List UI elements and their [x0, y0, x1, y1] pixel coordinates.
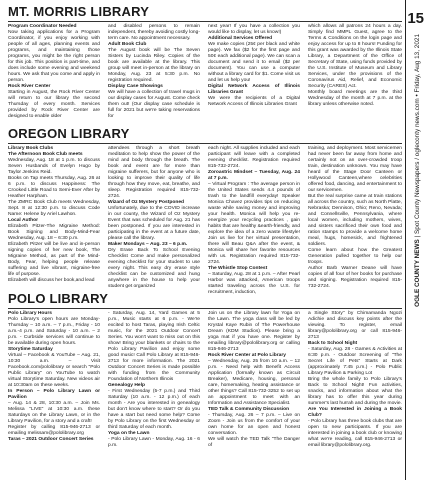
section-rule	[8, 143, 402, 144]
article-heading: Wizard of Oz Mystery Postponed	[108, 200, 185, 205]
page-number: 15	[407, 10, 424, 27]
article-paragraph: We will watch the TED Talk "The Danger of	[208, 437, 300, 448]
article-column	[308, 311, 402, 477]
article-paragraph: We make copies (25¢ per black and white page). We fax ($2 for the first page and 50¢ each additional page). We can scan a document and send it to email ($2 per document). You can use a computer without a library card for $1. Come visit us and let us help you!	[208, 42, 300, 83]
article-paragraph: Virtual – Facebook & YouTube – Aug. 21, 10:30 a.m. – Visit Facebook.com/pololibrary or search "Polo Public Library" on YouTube to watch virtual Storytime Saturday. New videos air at 10:30am on these weeks.	[8, 353, 100, 388]
article-heading: Rock River Center at Polo Library	[208, 353, 287, 358]
article-paragraph: Unfortunately, due to the COVID increase in our county, the Wizard of Oz Mystery Event that was scheduled for Aug. 21 has been postponed. If you are interested in participating in the event at a future date, please call the library.	[108, 206, 200, 241]
article-paragraph: Join us on the Library lawn for Yoga on the Lawn. The yoga class will be led by Krystal Kaye Rubin of The Powerhouse Dream (KDM Studios). Please bring a yoga mat if you have one. Register by emailing library@pololibrary.org or calling 815-946-2713	[208, 311, 300, 352]
article-paragraph: Books on Tap meets Thursday, Aug. 26 at 6 p.m. to discuss Happiness: The Crooked Little Road to Semi-Ever After by Heather Harpham.	[8, 176, 100, 199]
article-heading: Taras – 2021 Outdoor Concert Series	[8, 437, 94, 442]
article-paragraph: The August book will be The Seven Sisters by Lucinda Riley. Copies of the book are available at the library. This group will meet in-person at the library on Monday, Aug. 23 at 5:30 p.m. No registration required.	[108, 48, 200, 83]
article-paragraph: Elizabeth Pitzer-The Migraine Method: Book Signing and Body-Mind-Fear Wednesday, Aug. 18 – 6:30 p.m.	[8, 224, 100, 241]
article-heading: Adult Book Club	[108, 42, 147, 47]
article-paragraph: But the real surprise came at train stations all across the country, such as North Platte, Nebraska; Dennison, Ohio; Reno, Nevada; and Connellsville, Pennsylvania, where local women, including mothers, wives, and sisters sacrificed their own food and ration stamps to provide a welcome home meal, hugs, homesick, and frightened soldiers.	[308, 194, 402, 247]
article-heading: Program Coordinator Needed	[8, 24, 77, 29]
article-paragraph: We will have a collection of travel mugs in our display cases for August. Come check them out! (Our display case schedule is full for 2021 but we're taking reservations for	[108, 90, 200, 119]
article-paragraph: Elizabeth will discuss her book,and lead	[8, 278, 95, 283]
article-heading: Display Case Showings	[108, 84, 163, 89]
article-paragraph: Author Barb Warner Deane will have copies of all four of her books for purchase and signing. Registration required 815-732-2724.	[308, 266, 402, 289]
page-side-strip	[405, 0, 428, 480]
article-heading: The Afternoon Book Club meets	[8, 152, 83, 157]
article-heading: Storytime Saturday	[8, 347, 53, 352]
article-paragraph: Bring the whole family to Polo Library's Back to School Night! Fun activities, snacks, and information about what the library has to offer this year during summer's last hurrah and during the movie.	[308, 377, 402, 406]
article-column	[208, 24, 300, 122]
article-heading: Maker Mondays – Aug. 23 – 6 p.m.	[108, 242, 188, 247]
article-paragraph: Polo Library's open hours are Monday-Thursday – 10 a.m. – 7 p.m., Friday - 10 a.m.-4 p.m. and Saturday - 10 a.m. – 2 p.m. - Curbside services will continue to be available during open hours.	[8, 317, 100, 346]
article-paragraph: – Saturday, Aug. 28 at 1 p.m. – After Pearl Harbor was attacked, American troops started traveling across the U.S. for recruitment, induction,	[208, 272, 300, 295]
folio-meta: Spot County Newspapers / ogleconty news.com • Friday, Aug 13, 2021	[414, 34, 421, 234]
article-paragraph: - First Wednesday (5-7 p.m.) and Third Saturday (10 a.m. - 12 p.m.) of each month - Are you interested in genealogy but don't know where to start? Or do you have a start but need some help? Come by Polo Library on the first Wednesday or third Saturday of each month.	[108, 389, 200, 430]
article-paragraph: - Saturday, Aug. 28 - Games & Activities at 6:30 p.m. - Outdoor Screening of "The Secret Life of Pets" Starts at Dark (approximately 7:45 p.m.) - Polo Public Library Pavilion & Parking Lot	[308, 347, 402, 376]
article-column	[208, 146, 300, 295]
article-heading: Yoga on the Lawn	[108, 431, 150, 436]
newspaper-name: OGLE COUNTY NEWS	[414, 239, 421, 307]
article-paragraph: Elizabeth Pitzer will be live and in-person signing copies of her new book, The Migraine Method, as part of the Mind-Body, Fear, helping people release suffering and live vibrant, migraine-free life of purpose.	[8, 242, 100, 277]
article-paragraph: each night. All supplies included and each participant will leave with a completed evening checklist. Registration required 815-732-2724.	[208, 146, 300, 169]
article-paragraph: next year! If you have a collection you would like to display, let us know!)	[208, 24, 300, 35]
article-heading: The Whistle Stop Contest	[208, 266, 268, 271]
article-paragraph: – Wednesday, Aug. 25 from 10 a.m. – 12 p.m. - Need help with Benefit Access Application (formally known as Circuit Breaker), Medicare, housing, personal care, homemaking, heating assistance or other things? Call 815-732-3252 to set up an appointment to meet with an Information and Assistance Specialist.	[208, 359, 300, 406]
article-heading: Rock River Center	[8, 84, 51, 89]
section-title-oregon: OREGON LIBRARY	[8, 126, 130, 141]
article-paragraph: – Virtual Program : The average person in the United States sends 4.4 pounds of trash to the landfill everyday! Speaker Monica Chavez provides tips on reducing waste while saving money and improving your health. Monica will help you re-energize your recycling practices , gain habits that are healthy &earth-friendly, and explore the idea of a zero waste lifestyle! Join us live for her virtual presentation, there will Beau Q&A after the event, & Monica will share her favorite resources with us. Registration required 815-732-2724.	[208, 182, 300, 265]
folio-text: OGLE COUNTY NEWS | Spot County Newspapers / ogleconty news.com • Friday, Aug 13, 2021	[414, 34, 421, 307]
article-paragraph: Come learn about how the Greatest Generation pulled together to help our troops.	[308, 248, 402, 265]
article-paragraph: Register by calling 815-946-2713 or emailing melissam@pololibrary.org	[8, 425, 100, 436]
article-paragraph: - Thursday, Aug. 26 – 7 p.m. – Live on Zoom - Join us from the comfort of your own home for an open and honest conversation.	[208, 413, 300, 436]
article-heading: Zoroastric Mindset – Tuesday, Aug. 24 at 7 p.m.	[208, 170, 300, 181]
article-column	[8, 24, 100, 122]
article-paragraph: training, and deployment. Most servicemen had never been far away from home and certainly not on an over-crowded troop train, destination unknown. You may have heard of the Stage Door Canteen or Hollywood Canteen,where celebrities offered food, dancing, and entertainment to our servicemen.	[308, 146, 402, 193]
article-heading: In Person – Polo Library Lawn or Pavilion	[8, 389, 100, 400]
article-paragraph: which allows all patrons 24 hours a day. Simply find MMPL Guest, agree to the Terms & Conditions on the login page and enjoy access for up to 8 hours! Funding for this grant was awarded by the Illinois State Library, a Department of the Office of Secretary of State, using funds provided by the U.S. Institute of Museum and Library Services, under the provisions of the Coronavirus Aid, Relief, and Economic Security (CARES) Act.	[308, 24, 402, 89]
article-column	[308, 146, 402, 289]
article-paragraph: attendees through a short breath meditation to help show the power of the mind and body through the breath. The book and event are for more than migraine sufferers, but for anyone who is looking to improve their quality of life through how they move, eat, breathe, and sleep. Registration required 815-732-2724.	[108, 146, 200, 199]
section-title-mt-morris: MT. MORRIS LIBRARY	[8, 4, 150, 19]
article-column	[108, 146, 200, 289]
article-paragraph: - Saturday, Aug. 14, Yard Games at 5 p.m., Music starts at 6 p.m. - We're excited to host Taras, playing Irish Celtic music, for the 2021 Outdoor Concert Series. You won't want to miss out on this show! Bring your blankets or chairs to the Polo Library Pavilion and enjoy some good music! Call Polo Library at 815-946-2713 for more information. The 2021 Outdoor Concert Series is made possible with funding from the Community Foundation of Northern Illinois	[108, 311, 200, 382]
article-column	[108, 311, 200, 477]
article-column	[308, 24, 402, 122]
article-paragraph: - Polo Library Lawn - Monday, Aug. 16 - 6 p.m.	[108, 437, 200, 448]
article-heading: Additional Services Offered	[208, 36, 273, 41]
section-rule	[8, 308, 402, 309]
article-paragraph: Wednesday, Aug. 18 at 1 p.m. to discuss Seven Husbands of Evelyn Hugo by Taylor Jenkins Reid.	[8, 158, 100, 175]
article-heading: Polo Library Hours	[8, 311, 53, 316]
article-column	[108, 24, 200, 122]
article-paragraph: Starting in August, the Rock River Center will return to our library the second Thursday of every month. Services provided by Rock River Center are designed to enable older	[8, 90, 100, 119]
article-paragraph: Now taking applications for a Program Coordinator, if you enjoy working with people of all ages, planning events and programs, and maintaining those programs, you might be the right person for this job. This position is part-time, and does include some evening and weekend hours. We ask that you come and apply in person.	[8, 30, 100, 83]
article-column	[208, 311, 300, 477]
article-paragraph: and disabled persons to remain independent, thereby avoiding costly long-term care. No appointment necessary.	[108, 24, 200, 41]
article-paragraph: - Polo Library has three book clubs that are open to new participants. If you are interested in joining a book club or knowing what we're reading, call 815-946-2713 or email library@pololibrary.org.	[308, 419, 402, 448]
section-title-polo: POLO LIBRARY	[8, 291, 109, 306]
article-heading: Local Author	[8, 218, 38, 223]
article-paragraph: We were the recipients of a Digital Network Access of Illinois Libraries Grant	[208, 96, 300, 107]
article-paragraph: Monthly board meetings are the third Wednesday of the month at 7 p.m. at the library unless otherwise noted.	[308, 90, 402, 107]
article-heading: Digital Network Access of Illinois Libraries Grant	[208, 84, 300, 95]
article-heading: Genealogy Help	[108, 383, 145, 388]
section-rule	[8, 21, 402, 22]
article-heading: Library Book Clubs	[8, 146, 54, 151]
article-column	[8, 146, 100, 283]
article-column	[8, 311, 100, 477]
article-heading: Are You Interested in Joining a Book Club?	[308, 407, 402, 418]
article-paragraph: Dry Erase Back To School Evening Checklist Come and make personalized evening checklist for your student to use every night. This easy dry erase style checklist can be customized and hung anywhere in the house to help your student get organized	[108, 248, 200, 289]
article-paragraph: a Single Story" by Chimamanda Ngozi Adichie and discuss key points after the viewing. To register, email library@pololibrary.org or call 815-946-2713	[308, 311, 402, 340]
article-heading: TED Talk & Community Discussion	[208, 407, 290, 412]
article-paragraph: The ZMRC Book Club meets Wednesday, Sept. 8 at 12:30 p.m. to discuss Code Name: Helene by Ariel Lawhon.	[8, 200, 100, 217]
article-heading: Back to School Night	[308, 341, 358, 346]
article-paragraph: – Aug. 14 & 28, 10:30 a.m. – Join Ms. Melissa "LIVE" at 10:30 a.m. these Saturdays on the Library Lawn, or in the Library Pavilion, for a story and a craft!	[8, 401, 100, 424]
